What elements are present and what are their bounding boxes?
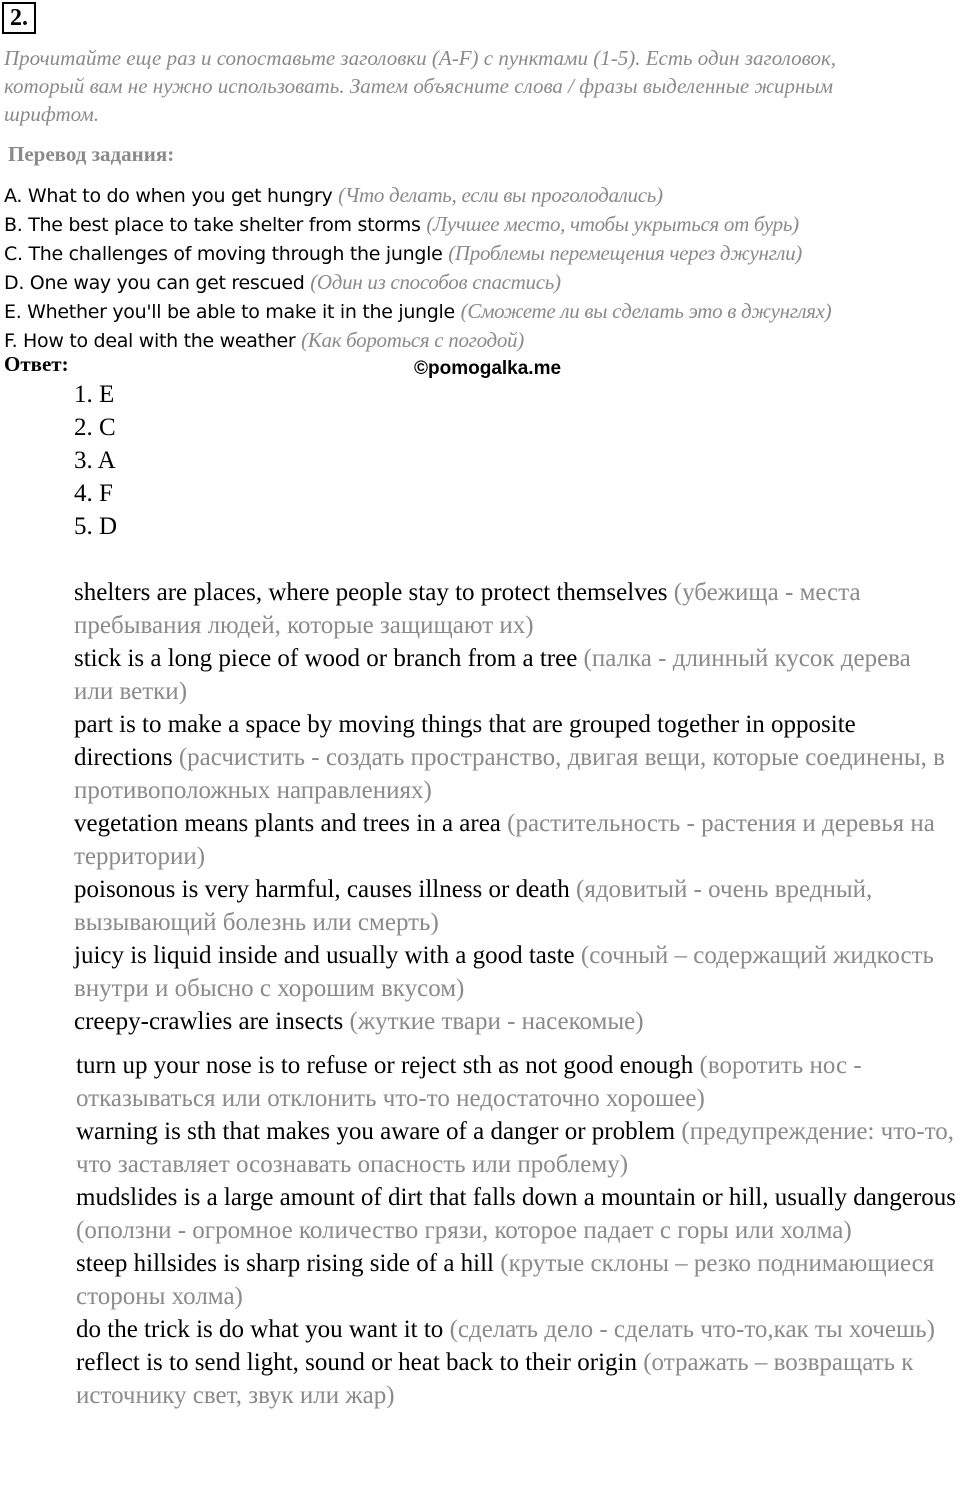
vocab-en: creepy-crawlies are insects [74,1008,350,1035]
vocab-ru: (оползни - огромное количество грязи, которое падает с горы или холма) [76,1217,852,1244]
heading-ru: (Один из способов спастись) [310,270,561,294]
headings-list [4,181,831,355]
heading-en: D. One way you can get rescued [4,272,311,294]
vocab-item [74,807,954,873]
vocab-ru: (убежища - места пребывания людей, которые защищают их) [74,579,861,639]
vocabulary-list-1 [74,576,954,1038]
heading-ru: (Что делать, если вы проголодались) [338,183,663,207]
vocab-ru: (сделать дело - сделать что-то,как ты хочешь) [449,1316,935,1343]
vocab-ru: (сочный – содержащий жидкость внутри и обысно с хорошим вкусом) [74,942,934,1002]
vocab-en: reflect is to send light, sound or heat back to their origin [76,1349,644,1376]
heading-en: A. What to do when you get hungry [4,185,339,207]
answer-item: 3. A [74,447,116,474]
vocab-item [74,642,954,708]
heading-item [4,326,831,355]
vocab-ru: (палка - длинный кусок дерева или ветки) [74,645,911,705]
vocab-item [76,1313,960,1346]
heading-item [4,239,831,268]
heading-ru: (Сможете ли вы сделать это в джунглях) [460,299,832,323]
vocabulary-list-2 [76,1049,960,1412]
heading-ru: (Как бороться с погодой) [301,328,524,352]
heading-item [4,297,831,326]
vocab-en: stick is a long piece of wood or branch from a tree [74,645,584,672]
vocab-item [76,1247,960,1313]
vocab-en: poisonous is very harmful, causes illness or death [74,876,576,903]
vocab-item [74,1005,954,1038]
heading-en: E. Whether you'll be able to make it in the jungle [4,301,461,323]
vocab-en: warning is sth that makes you aware of a danger or problem [76,1118,682,1145]
vocab-ru: (жуткие твари - насекомые) [349,1008,644,1035]
vocab-item [74,939,954,1005]
vocab-en: do the trick is do what you want it to [76,1316,450,1343]
heading-ru: (Лучшее место, чтобы укрыться от бурь) [426,212,799,236]
vocab-item [76,1115,960,1181]
heading-en: B. The best place to take shelter from storms [4,214,427,236]
vocab-ru: (отражать – возвращать к источнику свет, звук или жар) [76,1349,914,1409]
vocab-en: part is to make a space by moving things that are grouped together in opposite directions [74,711,856,771]
vocab-item [76,1346,960,1412]
answer-label: Ответ: [4,352,69,376]
vocab-ru: (воротить нос - отказываться или отклонить что-то недостаточно хорошее) [76,1052,862,1112]
vocab-ru: (ядовитый - очень вредный, вызывающий болезнь или смерть) [74,876,873,936]
vocab-ru: (растительность - растения и деревья на территории) [74,810,935,870]
vocab-en: turn up your nose is to refuse or reject sth as not good enough [76,1052,700,1079]
heading-item [4,181,831,210]
heading-item [4,210,831,239]
answers-list [74,378,117,543]
vocab-en: juicy is liquid inside and usually with a good taste [74,942,581,969]
vocab-en: steep hillsides is sharp rising side of a hill [76,1250,501,1277]
task-instructions: Прочитайте еще раз и сопоставьте заголовки (A-F) с пунктами (1-5). Есть один заголовок, который вам не нужно использовать. Затем объясните слова / фразы выделенные жирным шрифтом. [4,46,837,126]
vocab-ru: (крутые склоны – резко поднимающиеся стороны холма) [76,1250,935,1310]
vocab-ru: (предупреждение: что-то, что заставляет осознавать опасность или проблему) [76,1118,955,1178]
vocab-item [76,1181,960,1247]
vocab-item [76,1049,960,1115]
vocab-en: vegetation means plants and trees in a area [74,810,508,837]
heading-ru: (Проблемы перемещения через джунгли) [448,241,802,265]
heading-item [4,268,831,297]
answer-item: 4. F [74,480,113,507]
translation-title: Перевод задания: [8,142,175,166]
vocab-item [74,873,954,939]
exercise-number: 2. [2,2,36,34]
heading-en: C. The challenges of moving through the jungle [4,243,449,265]
answer-item: 5. D [74,513,118,540]
vocab-en: shelters are places, where people stay to protect themselves [74,579,674,606]
vocab-ru: (расчистить - создать пространство, двигая вещи, которые соединены, в противоположных направлениях) [74,744,945,804]
watermark: ©pomogalka.me [414,358,562,379]
heading-en: F. How to deal with the weather [4,330,302,352]
vocab-item [74,708,954,807]
answer-item: 1. E [74,381,115,408]
answer-item: 2. C [74,414,116,441]
vocab-item [74,576,954,642]
vocab-en: mudslides is a large amount of dirt that falls down a mountain or hill, usually dangerous [76,1184,956,1211]
